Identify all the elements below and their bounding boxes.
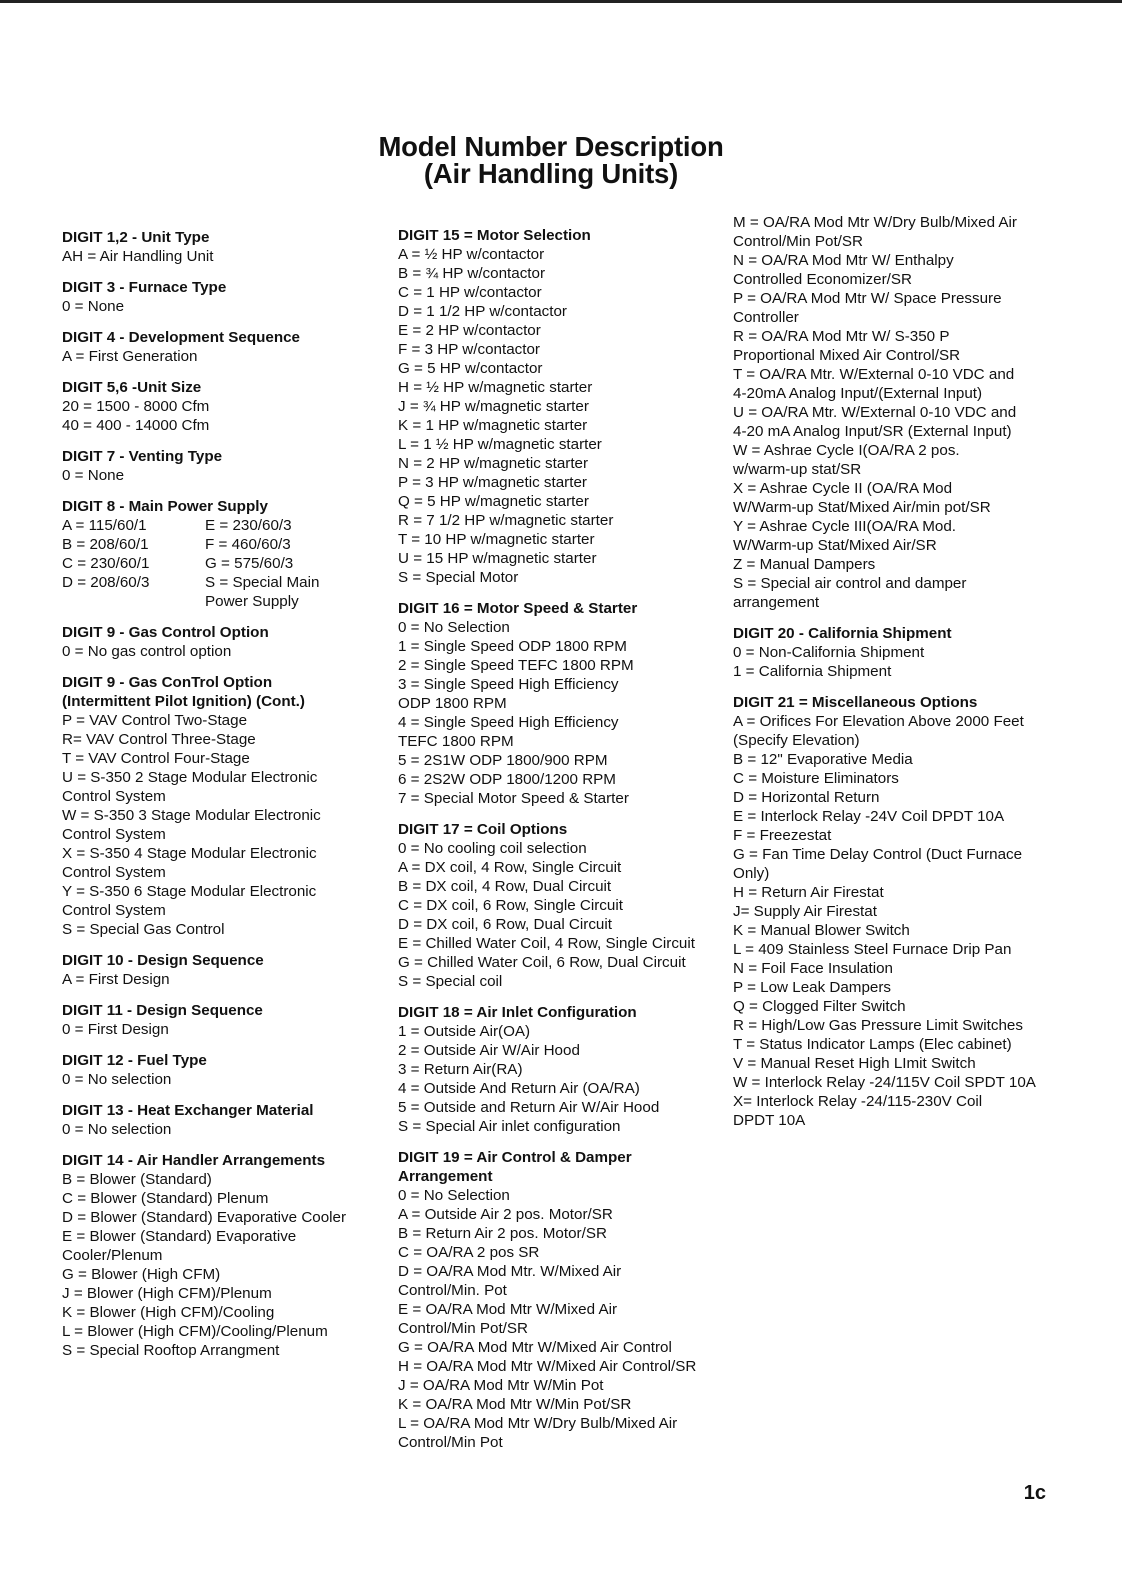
option-line: 40 = 400 - 14000 Cfm xyxy=(62,417,210,434)
digit-section xyxy=(62,1051,380,1089)
column-right xyxy=(733,213,1063,1142)
option-left: D = 208/60/3 xyxy=(62,574,150,591)
option-line: A = Orifices For Elevation Above 2000 Feet xyxy=(733,713,1024,730)
option-line: Control/Min Pot/SR xyxy=(733,233,863,250)
option-line: J = OA/RA Mod Mtr W/Min Pot xyxy=(398,1377,604,1394)
option-line: G = Fan Time Delay Control (Duct Furnace xyxy=(733,846,1023,863)
option-line: T = VAV Control Four-Stage xyxy=(62,750,250,767)
option-line: R = High/Low Gas Pressure Limit Switches xyxy=(733,1017,1023,1034)
digit-section xyxy=(62,328,380,366)
option-line: K = 1 HP w/magnetic starter xyxy=(398,417,588,434)
digit-section xyxy=(62,1001,380,1039)
option-line: B = ¾ HP w/contactor xyxy=(398,265,546,282)
digit-section xyxy=(62,497,380,611)
option-line: Q = Clogged Filter Switch xyxy=(733,998,906,1015)
option-line: Y = Ashrae Cycle III(OA/RA Mod. xyxy=(733,518,956,535)
option-line: Control/Min Pot xyxy=(398,1434,503,1451)
section-title: DIGIT 19 = Air Control & Damper xyxy=(398,1149,632,1166)
option-line: Control/Min. Pot xyxy=(398,1282,507,1299)
option-line: G = Blower (High CFM) xyxy=(62,1266,221,1283)
option-line: S = Special Air inlet configuration xyxy=(398,1118,621,1135)
option-line: R = 7 1/2 HP w/magnetic starter xyxy=(398,512,614,529)
option-pair-row xyxy=(62,554,380,573)
option-line: 3 = Single Speed High Efficiency xyxy=(398,676,619,693)
option-line: P = VAV Control Two-Stage xyxy=(62,712,248,729)
option-line: T = OA/RA Mtr. W/External 0-10 VDC and xyxy=(733,366,1015,383)
option-line: D = 1 1/2 HP w/contactor xyxy=(398,303,567,320)
option-line: P = Low Leak Dampers xyxy=(733,979,892,996)
section-title: DIGIT 5,6 -Unit Size xyxy=(62,379,202,396)
option-line: N = 2 HP w/magnetic starter xyxy=(398,455,589,472)
section-title: DIGIT 16 = Motor Speed & Starter xyxy=(398,600,638,617)
option-left: C = 230/60/1 xyxy=(62,555,150,572)
option-line: E = OA/RA Mod Mtr W/Mixed Air xyxy=(398,1301,618,1318)
digit-section xyxy=(62,673,380,939)
section-title: DIGIT 17 = Coil Options xyxy=(398,821,568,838)
option-line: 0 = No selection xyxy=(62,1121,172,1138)
option-line: B = DX coil, 4 Row, Dual Circuit xyxy=(398,878,612,895)
option-line: L = 409 Stainless Steel Furnace Drip Pan xyxy=(733,941,1012,958)
option-line: S = Special Rooftop Arrangment xyxy=(62,1342,280,1359)
option-line: G = 5 HP w/contactor xyxy=(398,360,543,377)
option-line: Y = S-350 6 Stage Modular Electronic xyxy=(62,883,317,900)
column-left xyxy=(62,228,380,1372)
option-right: E = 230/60/3 xyxy=(205,517,292,534)
option-line: 3 = Return Air(RA) xyxy=(398,1061,523,1078)
option-line: D = Blower (Standard) Evaporative Cooler xyxy=(62,1209,347,1226)
option-line: N = OA/RA Mod Mtr W/ Enthalpy xyxy=(733,252,954,269)
option-line: V = Manual Reset High LImit Switch xyxy=(733,1055,976,1072)
option-line: Controlled Economizer/SR xyxy=(733,271,912,288)
option-line: 2 = Outside Air W/Air Hood xyxy=(398,1042,580,1059)
option-pair-row xyxy=(62,516,380,535)
option-left: A = 115/60/1 xyxy=(62,517,147,534)
section-title: DIGIT 12 - Fuel Type xyxy=(62,1052,207,1069)
column-middle xyxy=(398,226,718,1464)
option-line: 0 = No Selection xyxy=(398,1187,510,1204)
option-line: A = First Generation xyxy=(62,348,198,365)
section-title: DIGIT 18 = Air Inlet Configuration xyxy=(398,1004,637,1021)
option-line: W/Warm-up Stat/Mixed Air/SR xyxy=(733,537,937,554)
option-line: Proportional Mixed Air Control/SR xyxy=(733,347,961,364)
option-line: P = OA/RA Mod Mtr W/ Space Pressure xyxy=(733,290,1002,307)
option-line: T = 10 HP w/magnetic starter xyxy=(398,531,595,548)
option-line: U = S-350 2 Stage Modular Electronic xyxy=(62,769,318,786)
option-line: 2 = Single Speed TEFC 1800 RPM xyxy=(398,657,634,674)
option-line: D = OA/RA Mod Mtr. W/Mixed Air xyxy=(398,1263,622,1280)
option-line: J= Supply Air Firestat xyxy=(733,903,877,920)
option-line: J = Blower (High CFM)/Plenum xyxy=(62,1285,272,1302)
section-title: DIGIT 10 - Design Sequence xyxy=(62,952,264,969)
option-line: E = Interlock Relay -24V Coil DPDT 10A xyxy=(733,808,1005,825)
option-line: 20 = 1500 - 8000 Cfm xyxy=(62,398,210,415)
digit-section xyxy=(398,599,718,808)
option-line: w/warm-up stat/SR xyxy=(733,461,862,478)
option-left xyxy=(62,592,205,611)
option-line: M = OA/RA Mod Mtr W/Dry Bulb/Mixed Air xyxy=(733,214,1017,231)
section-title: DIGIT 15 = Motor Selection xyxy=(398,227,591,244)
option-line: K = Manual Blower Switch xyxy=(733,922,910,939)
option-line: 4-20mA Analog Input/(External Input) xyxy=(733,385,983,402)
option-line: Control System xyxy=(62,864,166,881)
option-line: W/Warm-up Stat/Mixed Air/min pot/SR xyxy=(733,499,991,516)
digit-section xyxy=(733,624,1063,681)
option-line: H = ½ HP w/magnetic starter xyxy=(398,379,593,396)
option-line: A = First Design xyxy=(62,971,170,988)
option-line: R= VAV Control Three-Stage xyxy=(62,731,256,748)
option-line: 6 = 2S2W ODP 1800/1200 RPM xyxy=(398,771,616,788)
option-line: arrangement xyxy=(733,594,820,611)
option-line: T = Status Indicator Lamps (Elec cabinet) xyxy=(733,1036,1012,1053)
option-line: 1 = California Shipment xyxy=(733,663,892,680)
option-line: Q = 5 HP w/magnetic starter xyxy=(398,493,589,510)
digit-section xyxy=(398,226,718,587)
option-line: DPDT 10A xyxy=(733,1112,806,1129)
option-line: 1 = Outside Air(OA) xyxy=(398,1023,531,1040)
section-title: DIGIT 9 - Gas Control Option xyxy=(62,624,269,641)
option-line: 0 = No gas control option xyxy=(62,643,232,660)
option-line: 0 = None xyxy=(62,298,125,315)
option-line: F = 3 HP w/contactor xyxy=(398,341,540,358)
option-line: U = OA/RA Mtr. W/External 0-10 VDC and xyxy=(733,404,1017,421)
option-line: Controller xyxy=(733,309,799,326)
option-line: C = 1 HP w/contactor xyxy=(398,284,542,301)
section-title: DIGIT 1,2 - Unit Type xyxy=(62,229,210,246)
option-line: C = Moisture Eliminators xyxy=(733,770,899,787)
option-pair-row xyxy=(62,573,380,592)
option-line: C = OA/RA 2 pos SR xyxy=(398,1244,540,1261)
section-title-continued: Arrangement xyxy=(398,1168,493,1185)
option-line: Only) xyxy=(733,865,770,882)
option-line: G = Chilled Water Coil, 6 Row, Dual Circuit xyxy=(398,954,686,971)
title-line-1: Model Number Description xyxy=(378,131,724,162)
option-line: W = Ashrae Cycle I(OA/RA 2 pos. xyxy=(733,442,960,459)
section-title: DIGIT 11 - Design Sequence xyxy=(62,1002,263,1019)
digit-section xyxy=(62,278,380,316)
option-line: X = Ashrae Cycle II (OA/RA Mod xyxy=(733,480,953,497)
option-line: L = Blower (High CFM)/Cooling/Plenum xyxy=(62,1323,328,1340)
option-line: 5 = Outside and Return Air W/Air Hood xyxy=(398,1099,660,1116)
section-title: DIGIT 4 - Development Sequence xyxy=(62,329,300,346)
digit-section xyxy=(733,213,1063,612)
digit-section xyxy=(398,1148,718,1452)
option-line: 4 = Single Speed High Efficiency xyxy=(398,714,619,731)
section-title: DIGIT 20 - California Shipment xyxy=(733,625,952,642)
option-line: A = ½ HP w/contactor xyxy=(398,246,545,263)
option-line: C = DX coil, 6 Row, Single Circuit xyxy=(398,897,623,914)
option-line: W = Interlock Relay -24/115V Coil SPDT 10A xyxy=(733,1074,1036,1091)
section-title-continued: (Intermittent Pilot Ignition) (Cont.) xyxy=(62,693,305,710)
top-border-rule xyxy=(0,0,1122,3)
option-line: Z = Manual Dampers xyxy=(733,556,876,573)
option-line: B = Blower (Standard) xyxy=(62,1171,212,1188)
digit-section xyxy=(62,951,380,989)
option-line: X = S-350 4 Stage Modular Electronic xyxy=(62,845,317,862)
option-line: K = OA/RA Mod Mtr W/Min Pot/SR xyxy=(398,1396,632,1413)
option-line: 5 = 2S1W ODP 1800/900 RPM xyxy=(398,752,608,769)
digit-section xyxy=(62,1101,380,1139)
option-line: TEFC 1800 RPM xyxy=(398,733,514,750)
option-pair-row xyxy=(62,592,380,611)
option-right: Power Supply xyxy=(205,593,299,610)
digit-section xyxy=(62,378,380,435)
option-right: G = 575/60/3 xyxy=(205,555,294,572)
digit-section xyxy=(398,820,718,991)
section-title: DIGIT 13 - Heat Exchanger Material xyxy=(62,1102,314,1119)
option-line: X= Interlock Relay -24/115-230V Coil xyxy=(733,1093,983,1110)
digit-section xyxy=(398,1003,718,1136)
option-line: Control System xyxy=(62,826,166,843)
section-title: DIGIT 3 - Furnace Type xyxy=(62,279,227,296)
option-line: L = 1 ½ HP w/magnetic starter xyxy=(398,436,602,453)
option-line: Cooler/Plenum xyxy=(62,1247,163,1264)
option-line: B = 12" Evaporative Media xyxy=(733,751,913,768)
option-line: Control System xyxy=(62,788,166,805)
option-line: L = OA/RA Mod Mtr W/Dry Bulb/Mixed Air xyxy=(398,1415,678,1432)
option-line: G = OA/RA Mod Mtr W/Mixed Air Control xyxy=(398,1339,672,1356)
option-line: E = Blower (Standard) Evaporative xyxy=(62,1228,297,1245)
option-line: E = Chilled Water Coil, 4 Row, Single Circuit xyxy=(398,935,695,952)
option-line: P = 3 HP w/magnetic starter xyxy=(398,474,587,491)
option-line: 7 = Special Motor Speed & Starter xyxy=(398,790,629,807)
option-line: H = Return Air Firestat xyxy=(733,884,884,901)
option-line: Control System xyxy=(62,902,166,919)
option-line: C = Blower (Standard) Plenum xyxy=(62,1190,269,1207)
section-title: DIGIT 8 - Main Power Supply xyxy=(62,498,268,515)
option-line: 4 = Outside And Return Air (OA/RA) xyxy=(398,1080,640,1097)
digit-section xyxy=(62,228,380,266)
option-line: S = Special Gas Control xyxy=(62,921,225,938)
title-line-2: (Air Handling Units) xyxy=(423,158,679,189)
section-title: DIGIT 21 = Miscellaneous Options xyxy=(733,694,978,711)
page-title xyxy=(0,133,1102,187)
option-line: Control/Min Pot/SR xyxy=(398,1320,528,1337)
section-title: DIGIT 9 - Gas ConTrol Option xyxy=(62,674,273,691)
option-line: R = OA/RA Mod Mtr W/ S-350 P xyxy=(733,328,950,345)
option-line: A = DX coil, 4 Row, Single Circuit xyxy=(398,859,622,876)
section-title: DIGIT 14 - Air Handler Arrangements xyxy=(62,1152,326,1169)
option-line: ODP 1800 RPM xyxy=(398,695,507,712)
option-right: S = Special Main xyxy=(205,574,320,591)
option-line: 1 = Single Speed ODP 1800 RPM xyxy=(398,638,627,655)
option-line: A = Outside Air 2 pos. Motor/SR xyxy=(398,1206,613,1223)
option-line: 4-20 mA Analog Input/SR (External Input) xyxy=(733,423,1012,440)
option-pair-row xyxy=(62,535,380,554)
option-line: F = Freezestat xyxy=(733,827,832,844)
option-line: S = Special Motor xyxy=(398,569,519,586)
option-line: U = 15 HP w/magnetic starter xyxy=(398,550,597,567)
option-line: 0 = No selection xyxy=(62,1071,172,1088)
option-line: K = Blower (High CFM)/Cooling xyxy=(62,1304,275,1321)
option-right: F = 460/60/3 xyxy=(205,536,291,553)
option-line: B = Return Air 2 pos. Motor/SR xyxy=(398,1225,607,1242)
option-line: (Specify Elevation) xyxy=(733,732,860,749)
option-line: J = ¾ HP w/magnetic starter xyxy=(398,398,589,415)
option-line: AH = Air Handling Unit xyxy=(62,248,214,265)
digit-section xyxy=(62,1151,380,1360)
option-line: W = S-350 3 Stage Modular Electronic xyxy=(62,807,321,824)
option-line: 0 = No cooling coil selection xyxy=(398,840,587,857)
option-line: N = Foil Face Insulation xyxy=(733,960,893,977)
option-line: D = DX coil, 6 Row, Dual Circuit xyxy=(398,916,612,933)
option-line: 0 = First Design xyxy=(62,1021,169,1038)
option-line: 0 = None xyxy=(62,467,125,484)
option-line: S = Special air control and damper xyxy=(733,575,967,592)
option-line: H = OA/RA Mod Mtr W/Mixed Air Control/SR xyxy=(398,1358,697,1375)
digit-section xyxy=(62,623,380,661)
option-line: D = Horizontal Return xyxy=(733,789,880,806)
digit-section xyxy=(62,447,380,485)
option-line: S = Special coil xyxy=(398,973,503,990)
digit-section xyxy=(733,693,1063,1130)
page-number: 1c xyxy=(1023,1482,1046,1504)
option-line: 0 = Non-California Shipment xyxy=(733,644,925,661)
option-left: B = 208/60/1 xyxy=(62,536,149,553)
option-line: 0 = No Selection xyxy=(398,619,510,636)
option-line: E = 2 HP w/contactor xyxy=(398,322,541,339)
section-title: DIGIT 7 - Venting Type xyxy=(62,448,223,465)
